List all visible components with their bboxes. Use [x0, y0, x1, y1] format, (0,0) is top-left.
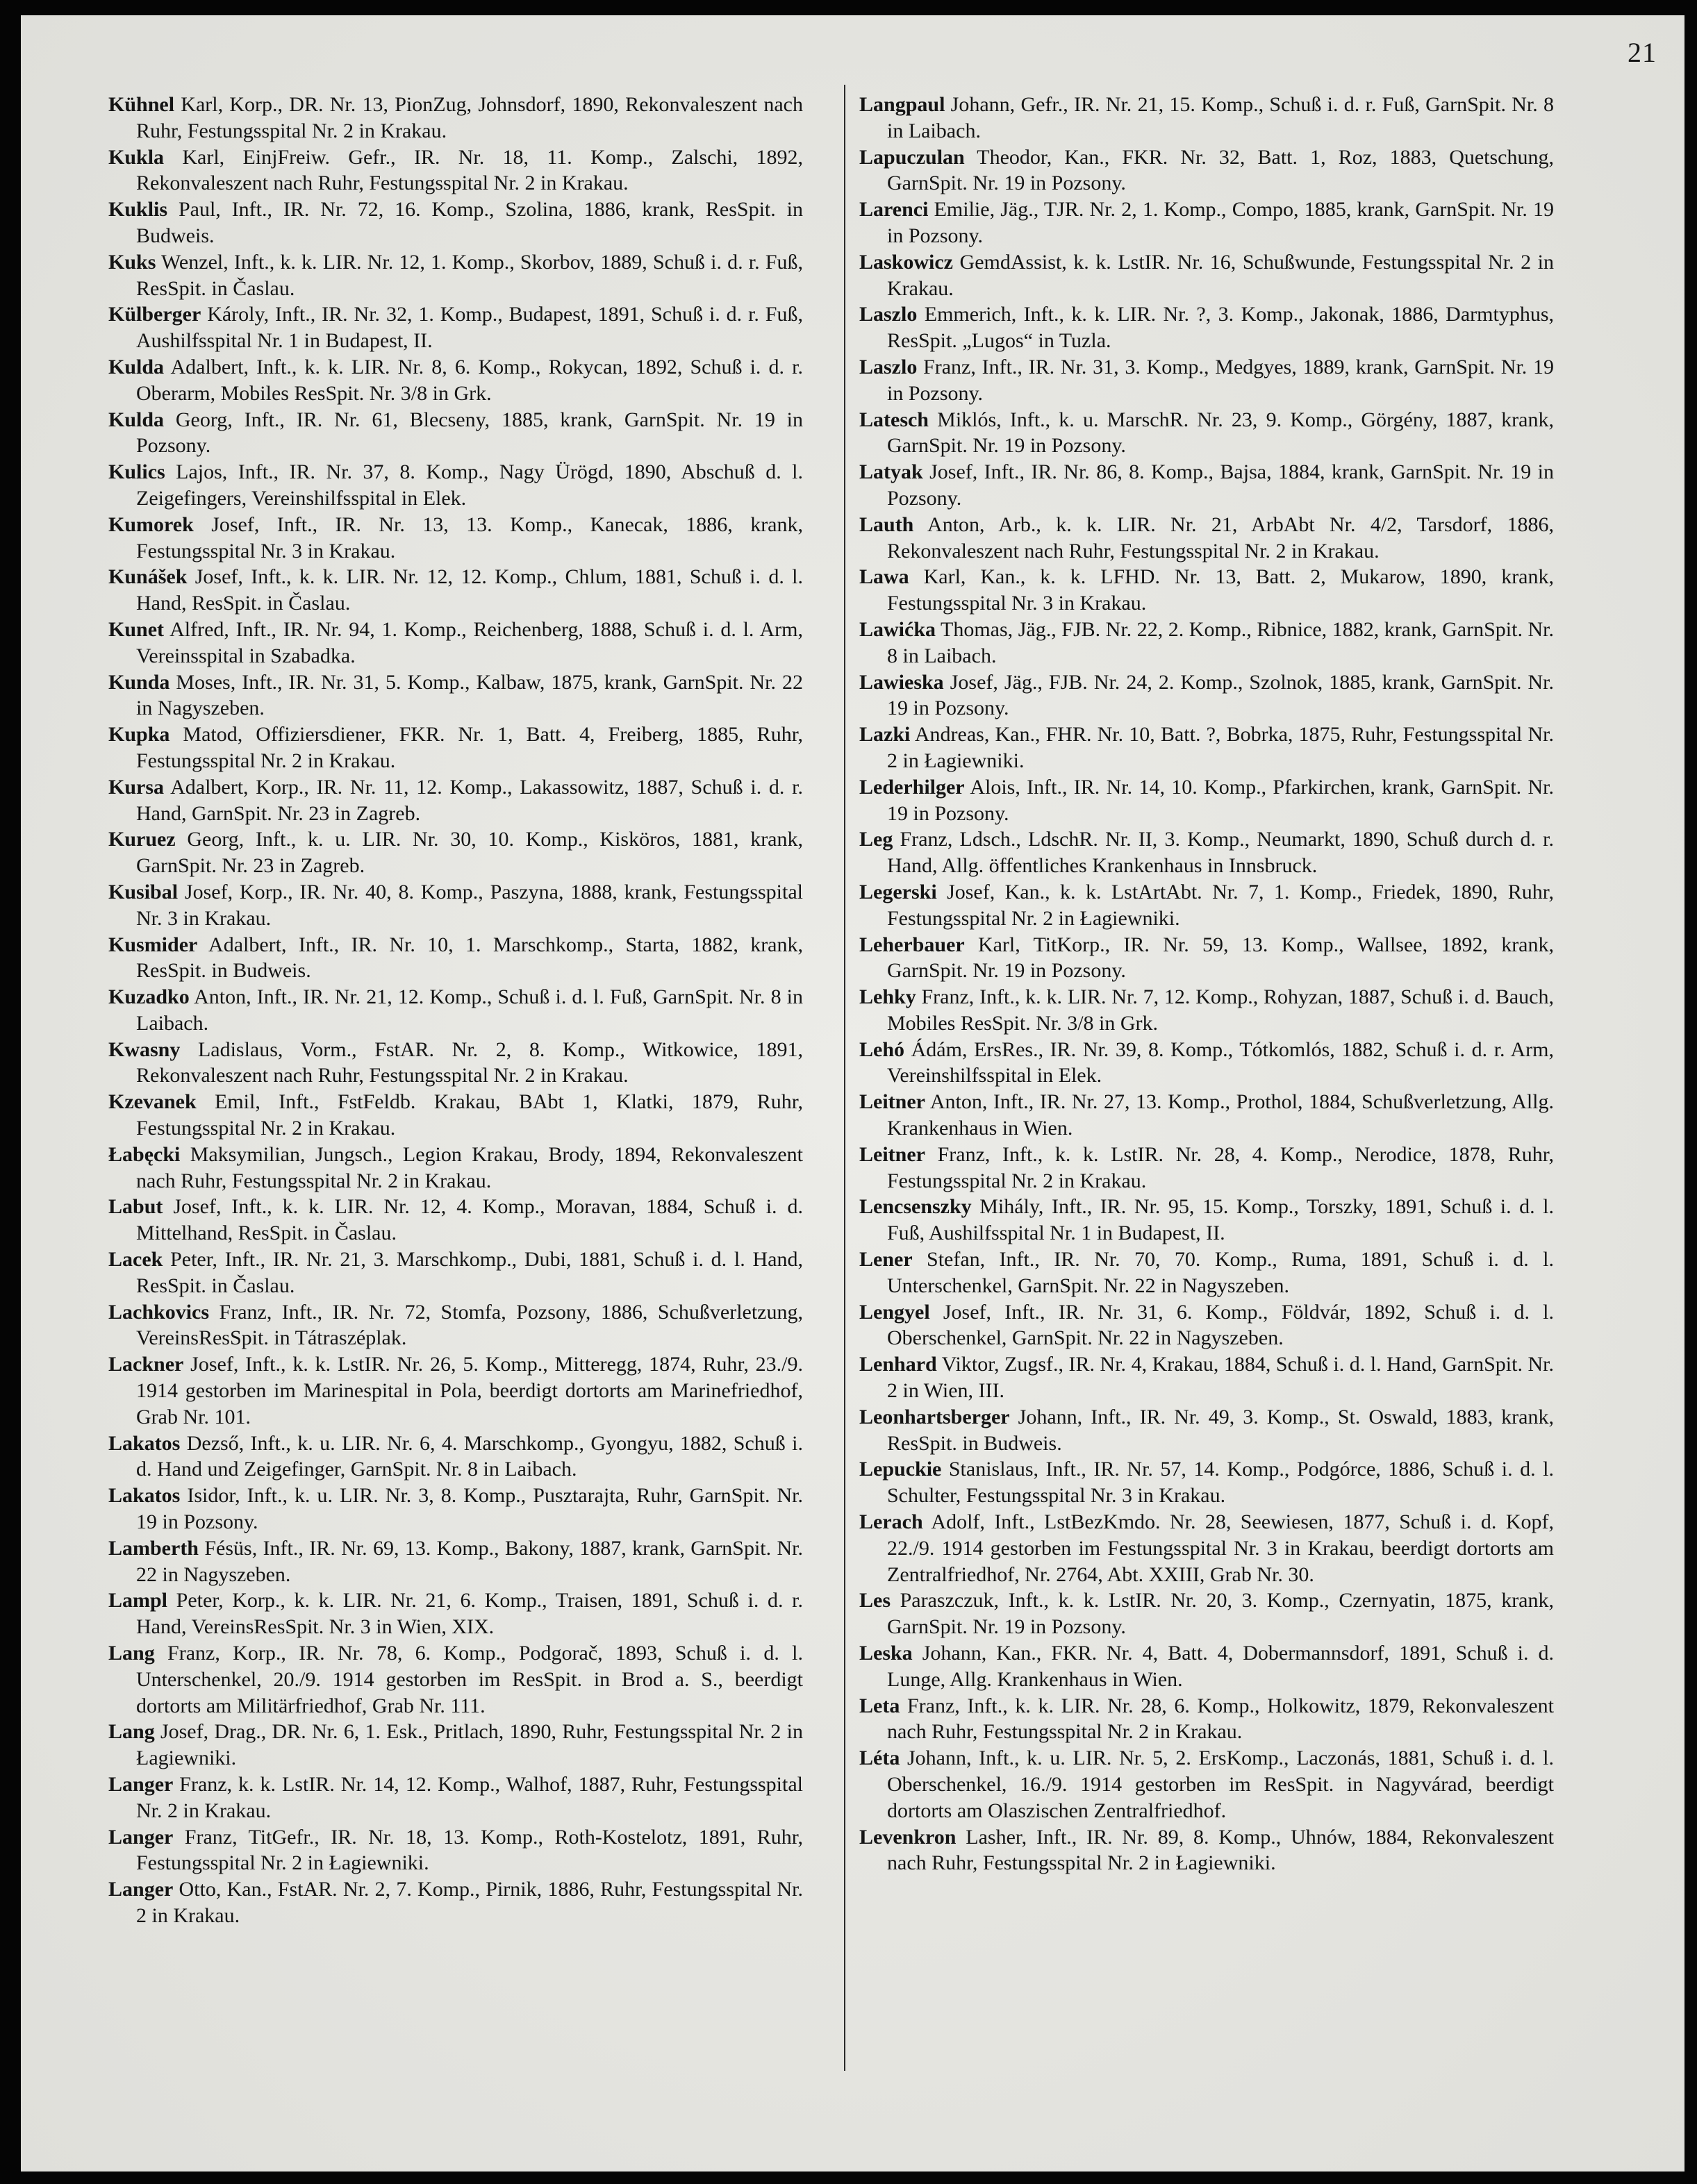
- entry-surname: Külberger: [108, 303, 201, 326]
- casualty-entry: [108, 669, 803, 722]
- entry-surname: Lederhilger: [859, 775, 965, 799]
- casualty-entry: [108, 92, 803, 144]
- casualty-entry: [859, 512, 1554, 565]
- entry-surname: Lencsenszky: [859, 1195, 972, 1219]
- casualty-entry: [108, 1483, 803, 1535]
- entry-surname: Leitner: [859, 1142, 925, 1166]
- entry-surname: Leitner: [859, 1090, 925, 1114]
- entry-details: Isidor, Inft., k. u. LIR. Nr. 3, 8. Komp., Pusztarajta, Ruhr, GarnSpit. Nr. 19 in Pozsony.: [136, 1484, 803, 1534]
- page-number: 21: [1628, 37, 1657, 68]
- entry-details: Josef, Inft., IR. Nr. 86, 8. Komp., Bajsa, 1884, krank, GarnSpit. Nr. 19 in Pozsony.: [887, 460, 1554, 510]
- entry-details: Josef, Inft., k. k. LIR. Nr. 12, 4. Komp., Moravan, 1884, Schuß i. d. Mittelhand, ResSpit. in Časlau.: [136, 1195, 803, 1245]
- entry-details: Josef, Inft., k. k. LstIR. Nr. 26, 5. Komp., Mitteregg, 1874, Ruhr, 23./9. 1914 gestorben im Marinespital in Pola, beerdigt dortorts am Marinefriedhof, Grab Nr. 101.: [136, 1353, 803, 1428]
- entry-surname: Kunet: [108, 617, 165, 641]
- casualty-entry: [859, 774, 1554, 827]
- casualty-entry: [108, 1824, 803, 1877]
- entry-surname: Kühnel: [108, 93, 175, 116]
- entry-details: Anton, Arb., k. k. LIR. Nr. 21, ArbAbt Nr. 4/2, Tarsdorf, 1886, Rekonvaleszent nach Ruhr, Festungsspital Nr. 2 in Krakau.: [887, 512, 1554, 562]
- casualty-entry: [859, 1587, 1554, 1640]
- entry-details: Peter, Korp., k. k. LIR. Nr. 21, 6. Komp., Traisen, 1891, Schuß i. d. r. Hand, VereinsResSpit. Nr. 3 in Wien, XIX.: [136, 1589, 803, 1639]
- entry-details: Johann, Inft., IR. Nr. 49, 3. Komp., St. Oswald, 1883, krank, ResSpit. in Budweis.: [887, 1405, 1554, 1455]
- entry-details: Fésüs, Inft., IR. Nr. 69, 13. Komp., Bakony, 1887, krank, GarnSpit. Nr. 22 in Nagyszeben.: [136, 1536, 803, 1586]
- entry-surname: Kulics: [108, 460, 165, 484]
- casualty-entry: [859, 1509, 1554, 1587]
- casualty-entry: [108, 407, 803, 460]
- casualty-entry: [859, 564, 1554, 617]
- entry-surname: Kursa: [108, 775, 165, 799]
- entry-details: Karl, Korp., DR. Nr. 13, PionZug, Johnsdorf, 1890, Rekonvaleszent nach Ruhr, Festungsspital Nr. 2 in Krakau.: [136, 93, 803, 142]
- entry-surname: Léta: [859, 1747, 900, 1770]
- casualty-entry: [108, 774, 803, 827]
- entry-details: Andreas, Kan., FHR. Nr. 10, Batt. ?, Bobrka, 1875, Ruhr, Festungsspital Nr. 2 in Łagiewniki.: [887, 723, 1554, 772]
- entry-details: Karl, TitKorp., IR. Nr. 59, 13. Komp., Wallsee, 1892, krank, GarnSpit. Nr. 19 in Pozsony.: [887, 933, 1554, 983]
- entry-details: Emmerich, Inft., k. k. LIR. Nr. ?, 3. Komp., Jakonak, 1886, Darmtyphus, ResSpit. „Lugos“ in Tuzla.: [887, 303, 1554, 353]
- entry-details: Mihály, Inft., IR. Nr. 95, 15. Komp., Torszky, 1891, Schuß i. d. l. Fuß, Aushilfsspital Nr. 1 in Budapest, II.: [887, 1195, 1554, 1245]
- casualty-entry: [108, 722, 803, 774]
- entry-surname: Kzevanek: [108, 1090, 197, 1114]
- entry-details: Franz, Korp., IR. Nr. 78, 6. Komp., Podgorač, 1893, Schuß i. d. l. Unterschenkel, 20./9. 1914 gestorben im ResSpit. in Brod a. S., beerdigt dortorts am Militärfriedhof, Grab Nr. 111.: [136, 1642, 803, 1717]
- entry-surname: Kupka: [108, 723, 170, 747]
- entry-surname: Leonhartsberger: [859, 1405, 1010, 1428]
- casualty-entry: [859, 1037, 1554, 1090]
- entry-surname: Langpaul: [859, 93, 945, 116]
- entry-details: Franz, Inft., k. k. LIR. Nr. 28, 6. Komp., Holkowitz, 1879, Rekonvaleszent nach Ruhr, Festungsspital Nr. 2 in Krakau.: [887, 1694, 1554, 1744]
- entry-details: Franz, Inft., k. k. LstIR. Nr. 28, 4. Komp., Nerodice, 1878, Ruhr, Festungsspital Nr. 2 in Krakau.: [887, 1142, 1554, 1192]
- casualty-entry: [859, 459, 1554, 512]
- casualty-entry: [859, 1142, 1554, 1194]
- entry-details: Emilie, Jäg., TJR. Nr. 2, 1. Komp., Compo, 1885, krank, GarnSpit. Nr. 19 in Pozsony.: [887, 198, 1554, 247]
- entry-surname: Kusmider: [108, 933, 198, 956]
- entry-surname: Lakatos: [108, 1431, 181, 1455]
- entry-details: Viktor, Zugsf., IR. Nr. 4, Krakau, 1884, Schuß i. d. l. Hand, GarnSpit. Nr. 2 in Wien, III.: [887, 1353, 1554, 1403]
- entry-details: Ladislaus, Vorm., FstAR. Nr. 2, 8. Komp., Witkowice, 1891, Rekonvaleszent nach Ruhr, Festungsspital Nr. 2 in Krakau.: [136, 1037, 803, 1087]
- casualty-entry: [859, 197, 1554, 249]
- casualty-entry: [108, 1719, 803, 1772]
- entry-surname: Leta: [859, 1694, 900, 1717]
- entry-details: Anton, Inft., IR. Nr. 21, 12. Komp., Schuß i. d. l. Fuß, GarnSpit. Nr. 8 in Laibach.: [136, 985, 803, 1035]
- casualty-entry: [859, 1247, 1554, 1299]
- casualty-entry: [859, 669, 1554, 722]
- entry-details: Adalbert, Inft., k. k. LIR. Nr. 8, 6. Komp., Rokycan, 1892, Schuß i. d. r. Oberarm, Mobiles ResSpit. Nr. 3/8 in Grk.: [136, 355, 803, 405]
- casualty-entry: [859, 932, 1554, 985]
- entry-surname: Lehky: [859, 985, 916, 1009]
- casualty-entry: [108, 1431, 803, 1483]
- entry-details: Franz, Inft., IR. Nr. 31, 3. Komp., Medgyes, 1889, krank, GarnSpit. Nr. 19 in Pozsony.: [887, 355, 1554, 405]
- entry-surname: Les: [859, 1589, 891, 1612]
- casualty-entry: [859, 301, 1554, 354]
- entry-details: Johann, Gefr., IR. Nr. 21, 15. Komp., Schuß i. d. r. Fuß, GarnSpit. Nr. 8 in Laibach.: [887, 93, 1554, 142]
- entry-surname: Łabęcki: [108, 1142, 181, 1166]
- entry-details: Adolf, Inft., LstBezKmdo. Nr. 28, Seewiesen, 1877, Schuß i. d. Kopf, 22./9. 1914 gestorben im Festungsspital Nr. 3 in Krakau, beerdigt dortorts am Zentralfriedhof, Nr. 2764, Abt. XXIII, Grab Nr. 30.: [887, 1510, 1554, 1586]
- entry-details: Johann, Kan., FKR. Nr. 4, Batt. 4, Dobermannsdorf, 1891, Schuß i. d. Lunge, Allg. Krankenhaus in Wien.: [887, 1642, 1554, 1691]
- casualty-entry: [108, 1194, 803, 1247]
- entry-details: Franz, TitGefr., IR. Nr. 18, 13. Komp., Roth-Kostelotz, 1891, Ruhr, Festungsspital Nr. 2 in Łagiewniki.: [136, 1825, 803, 1875]
- entry-details: Alfred, Inft., IR. Nr. 94, 1. Komp., Reichenberg, 1888, Schuß i. d. l. Arm, Vereinsspital in Szabadka.: [136, 617, 803, 667]
- entry-details: Dezső, Inft., k. u. LIR. Nr. 6, 4. Marschkomp., Gyongyu, 1882, Schuß i. d. Hand und Zeigefinger, GarnSpit. Nr. 8 in Laibach.: [136, 1431, 803, 1481]
- entry-surname: Kulda: [108, 355, 165, 378]
- entry-details: Franz, k. k. LstIR. Nr. 14, 12. Komp., Walhof, 1887, Ruhr, Festungsspital Nr. 2 in Krakau.: [136, 1773, 803, 1822]
- column-divider: [844, 85, 845, 2071]
- entry-surname: Lawa: [859, 565, 909, 589]
- entry-details: Franz, Inft., IR. Nr. 72, Stomfa, Pozsony, 1886, Schußverletzung, VereinsResSpit. in Tátraszéplak.: [136, 1300, 803, 1350]
- casualty-entry: [108, 1772, 803, 1824]
- entry-surname: Leska: [859, 1642, 913, 1665]
- entry-surname: Lang: [108, 1642, 155, 1665]
- entry-details: Karl, EinjFreiw. Gefr., IR. Nr. 18, 11. Komp., Zalschi, 1892, Rekonvaleszent nach Ruhr, Festungsspital Nr. 2 in Krakau.: [136, 145, 803, 195]
- casualty-entry: [859, 1299, 1554, 1352]
- entry-surname: Lawieska: [859, 670, 944, 694]
- entry-details: Adalbert, Korp., IR. Nr. 11, 12. Komp., Lakassowitz, 1887, Schuß i. d. r. Hand, GarnSpit. Nr. 23 in Zagreb.: [136, 775, 803, 825]
- entry-surname: Kumorek: [108, 512, 194, 536]
- casualty-entry: [859, 1745, 1554, 1824]
- casualty-entry: [859, 1089, 1554, 1142]
- entry-details: Wenzel, Inft., k. k. LIR. Nr. 12, 1. Komp., Skorbov, 1889, Schuß i. d. r. Fuß, ResSpit. in Časlau.: [136, 250, 803, 300]
- entry-surname: Larenci: [859, 198, 929, 222]
- entry-surname: Lang: [108, 1720, 155, 1744]
- entry-surname: Leherbauer: [859, 933, 965, 956]
- entry-details: Franz, Inft., k. k. LIR. Nr. 7, 12. Komp., Rohyzan, 1887, Schuß i. d. Bauch, Mobiles ResSpit. Nr. 3/8 in Grk.: [887, 985, 1554, 1035]
- entry-surname: Legerski: [859, 880, 937, 903]
- entry-details: Josef, Inft., IR. Nr. 13, 13. Komp., Kanecak, 1886, krank, Festungsspital Nr. 3 in Krakau.: [136, 512, 803, 562]
- entry-details: Josef, Jäg., FJB. Nr. 24, 2. Komp., Szolnok, 1885, krank, GarnSpit. Nr. 19 in Pozsony.: [887, 670, 1554, 720]
- casualty-entry: [108, 197, 803, 249]
- entry-surname: Lener: [859, 1248, 913, 1272]
- casualty-entry: [859, 1404, 1554, 1457]
- entry-surname: Lerach: [859, 1510, 923, 1534]
- entry-surname: Kuruez: [108, 828, 176, 851]
- casualty-entry: [859, 1194, 1554, 1247]
- entry-surname: Laszlo: [859, 355, 918, 378]
- entry-surname: Labut: [108, 1195, 163, 1219]
- casualty-entry: [859, 144, 1554, 197]
- entry-details: Paraszczuk, Inft., k. k. LstIR. Nr. 20, 3. Komp., Czernyatin, 1875, krank, GarnSpit. Nr. 19 in Pozsony.: [887, 1589, 1554, 1639]
- casualty-entry: [108, 512, 803, 565]
- casualty-entry: [108, 459, 803, 512]
- entry-details: Maksymilian, Jungsch., Legion Krakau, Brody, 1894, Rekonvaleszent nach Ruhr, Festungsspital Nr. 2 in Krakau.: [136, 1142, 803, 1192]
- casualty-entry: [108, 826, 803, 879]
- entry-surname: Lampl: [108, 1589, 168, 1612]
- entry-surname: Lawićka: [859, 617, 936, 641]
- casualty-entry: [108, 617, 803, 669]
- entry-surname: Laszlo: [859, 303, 918, 326]
- entry-surname: Lauth: [859, 512, 914, 536]
- entry-surname: Latyak: [859, 460, 923, 484]
- entry-details: Franz, Ldsch., LdschR. Nr. II, 3. Komp., Neumarkt, 1890, Schuß durch d. r. Hand, Allg. öffentliches Krankenhaus in Innsbruck.: [887, 828, 1554, 878]
- entry-details: Emil, Inft., FstFeldb. Krakau, BAbt 1, Klatki, 1879, Ruhr, Festungsspital Nr. 2 in Krakau.: [136, 1090, 803, 1140]
- casualty-entry: [108, 932, 803, 985]
- casualty-entry: [859, 354, 1554, 407]
- entry-details: Miklós, Inft., k. u. MarschR. Nr. 23, 9. Komp., Görgény, 1887, krank, GarnSpit. Nr. 19 in Pozsony.: [887, 408, 1554, 458]
- casualty-entry: [108, 144, 803, 197]
- entry-details: Otto, Kan., FstAR. Nr. 2, 7. Komp., Pirnik, 1886, Ruhr, Festungsspital Nr. 2 in Krakau.: [136, 1878, 803, 1927]
- right-column: [859, 92, 1554, 1876]
- entry-details: Moses, Inft., IR. Nr. 31, 5. Komp., Kalbaw, 1875, krank, GarnSpit. Nr. 22 in Nagyszeben.: [136, 670, 803, 720]
- casualty-entry: [859, 1351, 1554, 1404]
- casualty-entry: [108, 249, 803, 302]
- entry-surname: Levenkron: [859, 1825, 957, 1849]
- entry-surname: Lamberth: [108, 1536, 199, 1560]
- casualty-entry: [859, 879, 1554, 932]
- casualty-entry: [108, 984, 803, 1037]
- entry-surname: Kunášek: [108, 565, 188, 589]
- entry-details: Josef, Kan., k. k. LstArtAbt. Nr. 7, 1. Komp., Friedek, 1890, Ruhr, Festungsspital Nr. 2 in Łagiewniki.: [887, 880, 1554, 930]
- entry-surname: Kwasny: [108, 1037, 181, 1061]
- casualty-entry: [859, 1693, 1554, 1746]
- entry-surname: Lepuckie: [859, 1458, 942, 1481]
- entry-details: Georg, Inft., k. u. LIR. Nr. 30, 10. Komp., Kisköros, 1881, krank, GarnSpit. Nr. 23 in Zagreb.: [136, 828, 803, 878]
- casualty-entry: [108, 1142, 803, 1194]
- entry-details: Károly, Inft., IR. Nr. 32, 1. Komp., Budapest, 1891, Schuß i. d. r. Fuß, Aushilfsspital Nr. 1 in Budapest, II.: [136, 303, 803, 353]
- casualty-entry: [859, 92, 1554, 144]
- entry-details: Ádám, ErsRes., IR. Nr. 39, 8. Komp., Tótkomlós, 1882, Schuß i. d. r. Arm, Vereinshilfsspital in Elek.: [887, 1037, 1554, 1087]
- casualty-entry: [108, 1351, 803, 1430]
- entry-surname: Leg: [859, 828, 893, 851]
- casualty-entry: [108, 1247, 803, 1299]
- casualty-entry: [108, 354, 803, 407]
- casualty-entry: [108, 1640, 803, 1719]
- casualty-entry: [859, 1824, 1554, 1877]
- entry-surname: Lakatos: [108, 1484, 181, 1508]
- entry-details: Josef, Drag., DR. Nr. 6, 1. Esk., Pritlach, 1890, Ruhr, Festungsspital Nr. 2 in Łagiewniki.: [136, 1720, 803, 1770]
- entry-details: Anton, Inft., IR. Nr. 27, 13. Komp., Prothol, 1884, Schußverletzung, Allg. Krankenhaus in Wien.: [887, 1090, 1554, 1140]
- entry-details: Lasher, Inft., IR. Nr. 89, 8. Komp., Uhnów, 1884, Rekonvaleszent nach Ruhr, Festungsspital Nr. 2 in Łagiewniki.: [887, 1825, 1554, 1875]
- casualty-entry: [859, 1640, 1554, 1693]
- entry-surname: Kulda: [108, 408, 165, 431]
- casualty-entry: [108, 1876, 803, 1929]
- casualty-entry: [859, 722, 1554, 774]
- entry-details: Matod, Offiziersdiener, FKR. Nr. 1, Batt. 4, Freiberg, 1885, Ruhr, Festungsspital Nr. 2 in Krakau.: [136, 723, 803, 772]
- entry-details: GemdAssist, k. k. LstIR. Nr. 16, Schußwunde, Festungsspital Nr. 2 in Krakau.: [887, 250, 1554, 300]
- casualty-entry: [108, 564, 803, 617]
- entry-surname: Kuzadko: [108, 985, 190, 1009]
- entry-details: Stefan, Inft., IR. Nr. 70, 70. Komp., Ruma, 1891, Schuß i. d. l. Unterschenkel, GarnSpit. Nr. 22 in Nagyszeben.: [887, 1248, 1554, 1297]
- entry-details: Karl, Kan., k. k. LFHD. Nr. 13, Batt. 2, Mukarow, 1890, krank, Festungsspital Nr. 3 in Krakau.: [887, 565, 1554, 615]
- entry-surname: Kunda: [108, 670, 170, 694]
- entry-details: Stanislaus, Inft., IR. Nr. 57, 14. Komp., Podgórce, 1886, Schuß i. d. l. Schulter, Festungsspital Nr. 3 in Krakau.: [887, 1458, 1554, 1508]
- entry-surname: Langer: [108, 1825, 174, 1849]
- document-page: [21, 15, 1684, 2172]
- entry-surname: Lenhard: [859, 1353, 937, 1376]
- entry-details: Josef, Korp., IR. Nr. 40, 8. Komp., Paszyna, 1888, krank, Festungsspital Nr. 3 in Krakau.: [136, 880, 803, 930]
- casualty-entry: [108, 1089, 803, 1142]
- entry-surname: Lazki: [859, 723, 911, 747]
- entry-surname: Kuks: [108, 250, 156, 274]
- casualty-entry: [108, 1535, 803, 1588]
- entry-details: Paul, Inft., IR. Nr. 72, 16. Komp., Szolina, 1886, krank, ResSpit. in Budweis.: [136, 198, 803, 247]
- casualty-entry: [108, 1299, 803, 1352]
- casualty-entry: [859, 617, 1554, 669]
- entry-surname: Laskowicz: [859, 250, 953, 274]
- casualty-entry: [859, 826, 1554, 879]
- entry-surname: Langer: [108, 1773, 174, 1796]
- entry-surname: Kukla: [108, 145, 165, 169]
- entry-surname: Kuklis: [108, 198, 168, 222]
- entry-details: Theodor, Kan., FKR. Nr. 32, Batt. 1, Roz, 1883, Quetschung, GarnSpit. Nr. 19 in Pozsony.: [887, 145, 1554, 195]
- entry-details: Thomas, Jäg., FJB. Nr. 22, 2. Komp., Ribnice, 1882, krank, GarnSpit. Nr. 8 in Laibach.: [887, 617, 1554, 667]
- casualty-entry: [859, 407, 1554, 460]
- entry-surname: Lapuczulan: [859, 145, 965, 169]
- entry-surname: Kusibal: [108, 880, 179, 903]
- entry-surname: Langer: [108, 1878, 174, 1901]
- entry-details: Adalbert, Inft., IR. Nr. 10, 1. Marschkomp., Starta, 1882, krank, ResSpit. in Budweis.: [136, 933, 803, 983]
- entry-surname: Lackner: [108, 1353, 184, 1376]
- entry-surname: Lacek: [108, 1248, 163, 1272]
- casualty-entry: [108, 301, 803, 354]
- casualty-entry: [108, 879, 803, 932]
- entry-surname: Latesch: [859, 408, 929, 431]
- entry-details: Josef, Inft., k. k. LIR. Nr. 12, 12. Komp., Chlum, 1881, Schuß i. d. l. Hand, ResSpit. in Časlau.: [136, 565, 803, 615]
- left-column: [108, 92, 803, 1929]
- casualty-entry: [859, 984, 1554, 1037]
- casualty-entry: [859, 249, 1554, 302]
- casualty-entry: [108, 1587, 803, 1640]
- entry-details: Alois, Inft., IR. Nr. 14, 10. Komp., Pfarkirchen, krank, GarnSpit. Nr. 19 in Pozsony.: [887, 775, 1554, 825]
- entry-details: Lajos, Inft., IR. Nr. 37, 8. Komp., Nagy Ürögd, 1890, Abschuß d. l. Zeigefingers, Vereinshilfsspital in Elek.: [136, 460, 803, 510]
- casualty-entry: [108, 1037, 803, 1090]
- casualty-entry: [859, 1456, 1554, 1509]
- entry-surname: Lachkovics: [108, 1300, 210, 1324]
- entry-details: Josef, Inft., IR. Nr. 31, 6. Komp., Földvár, 1892, Schuß i. d. l. Oberschenkel, GarnSpit. Nr. 22 in Nagyszeben.: [887, 1300, 1554, 1350]
- entry-details: Peter, Inft., IR. Nr. 21, 3. Marschkomp., Dubi, 1881, Schuß i. d. l. Hand, ResSpit. in Časlau.: [136, 1248, 803, 1297]
- entry-surname: Lengyel: [859, 1300, 930, 1324]
- entry-details: Johann, Inft., k. u. LIR. Nr. 5, 2. ErsKomp., Laczonás, 1881, Schuß i. d. l. Oberschenkel, 16./9. 1914 gestorben im ResSpit. in Nagyvárad, beerdigt dortorts am Olaszischen Zentralfriedhof.: [887, 1747, 1554, 1822]
- entry-surname: Lehó: [859, 1037, 905, 1061]
- entry-details: Georg, Inft., IR. Nr. 61, Blecseny, 1885, krank, GarnSpit. Nr. 19 in Pozsony.: [136, 408, 803, 458]
